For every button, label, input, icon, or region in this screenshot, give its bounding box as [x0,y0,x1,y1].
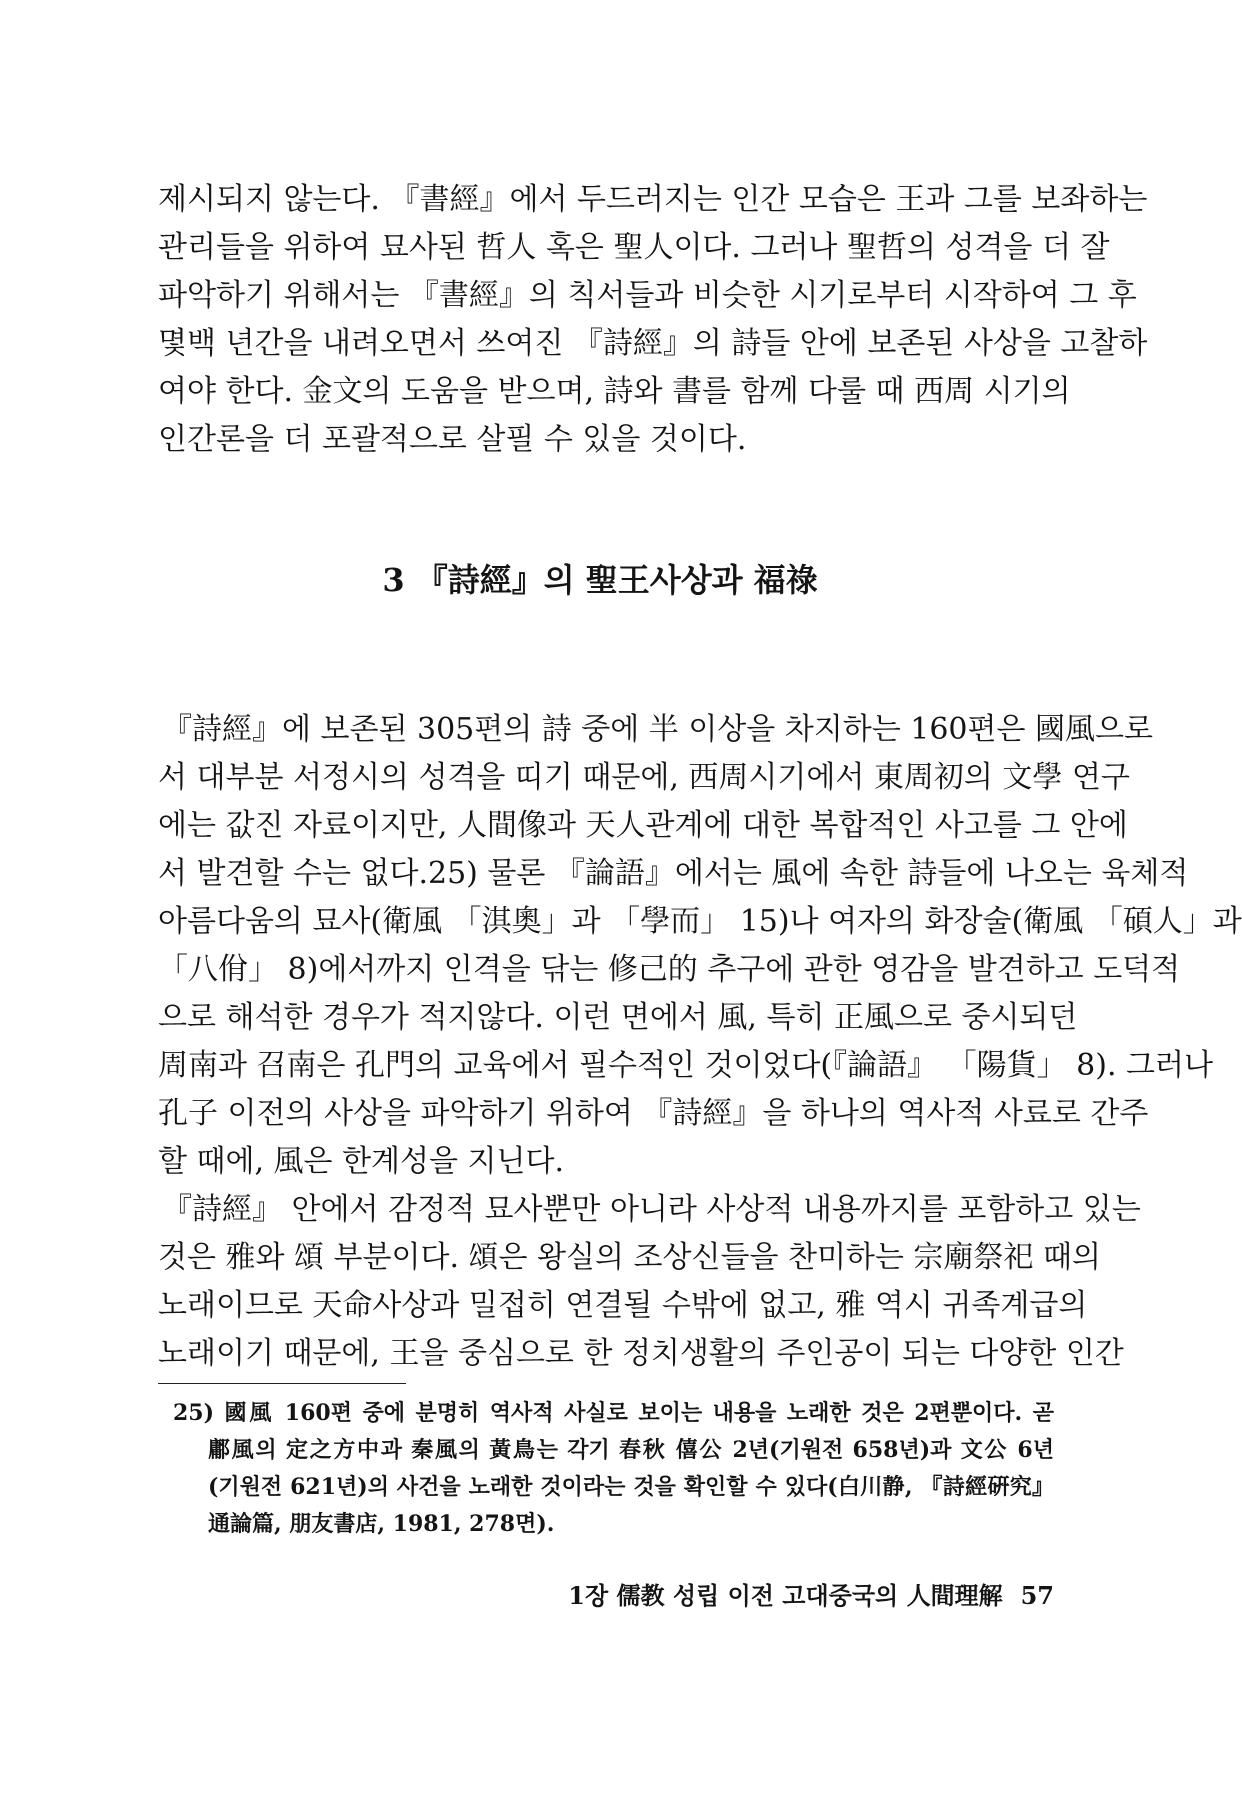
footnote-line: (기원전 621년)의 사건을 노래한 것이라는 것을 확인할 수 있다(白川静, 『詩經硏究』 [208,1474,1054,1500]
text-line: 여야 한다. 金文의 도움을 받으며, 詩와 書를 함께 다룰 때 西周 시기의 [158,374,1071,409]
footnote-line: 25) 國風 160편 중에 분명히 역사적 사실로 보이는 내용을 노래한 것은 2편뿐이다. 곧 [173,1400,1054,1426]
text-line: 노래이므로 天命사상과 밀접히 연결될 수밖에 없고, 雅 역시 귀족계급의 [158,1288,1088,1323]
text-line: 『詩經』 안에서 감정적 묘사뿐만 아니라 사상적 내용까지를 포함하고 있는 [162,1192,1141,1227]
text-line: 인간론을 더 포괄적으로 살필 수 있을 것이다. [158,422,747,457]
text-line: 에는 값진 자료이지만, 人間像과 天人관계에 대한 복합적인 사고를 그 안에 [158,808,1128,843]
text-line: 파악하기 위해서는 『書經』의 칙서들과 비슷한 시기로부터 시작하여 그 후 [158,278,1137,313]
text-line: 할 때에, 風은 한계성을 지닌다. [158,1144,564,1179]
footnote-line: 鄘風의 定之方中과 秦風의 黃鳥는 각기 春秋 僖公 2년(기원전 658년)과 文公 6년 [208,1437,1054,1463]
footnote-line: 通論篇, 朋友書店, 1981, 278면). [208,1511,555,1537]
text-line: 제시되지 않는다. 『書經』에서 두드러지는 인간 모습은 王과 그를 보좌하는 [158,182,1148,217]
text-line: 몇백 년간을 내려오면서 쓰여진 『詩經』의 詩들 안에 보존된 사상을 고찰하 [158,326,1148,361]
section-heading: 3 『詩經』의 聖王사상과 福祿 [382,561,818,599]
page-number: 57 [1020,1581,1054,1610]
text-line: 『詩經』에 보존된 305편의 詩 중에 半 이상을 차지하는 160편은 國風으로 [162,712,1153,747]
text-line: 孔子 이전의 사상을 파악하기 위하여 『詩經』을 하나의 역사적 사료로 간주 [158,1096,1149,1131]
intro-paragraph [158,176,1148,464]
text-line: 노래이기 때문에, 王을 중심으로 한 정치생활의 주인공이 되는 다양한 인간 [158,1336,1124,1371]
text-line: 周南과 召南은 孔門의 교육에서 필수적인 것이었다(『論語』 「陽貨」 8). 그러나 [158,1048,1213,1083]
body-paragraphs [158,706,1242,1378]
chapter-title: 1장 儒教 성립 이전 고대중국의 人間理解 [568,1581,1003,1610]
text-line: 서 발견할 수는 없다.25) 물론 『論語』에서는 風에 속한 詩들에 나오는 육체적 [158,856,1189,891]
text-line: 관리들을 위하여 묘사된 哲人 혹은 聖人이다. 그러나 聖哲의 성격을 더 잘 [158,230,1110,265]
footnote-25 [158,1395,1054,1543]
footnote-divider [158,1383,406,1384]
text-line: 아름다움의 묘사(衛風 「淇奧」과 「學而」 15)나 여자의 화장술(衛風 「碩人」과 [158,904,1242,939]
text-line: 서 대부분 서정시의 성격을 띠기 때문에, 西周시기에서 東周初의 文學 연구 [158,760,1130,795]
running-footer [568,1578,1054,1614]
text-line: 으로 해석한 경우가 적지않다. 이런 면에서 風, 특히 正風으로 중시되던 [158,1000,1078,1035]
text-line: 「八佾」 8)에서까지 인격을 닦는 修己的 추구에 관한 영감을 발견하고 도덕적 [158,952,1181,987]
text-line: 것은 雅와 頌 부분이다. 頌은 왕실의 조상신들을 찬미하는 宗廟祭祀 때의 [158,1240,1101,1275]
